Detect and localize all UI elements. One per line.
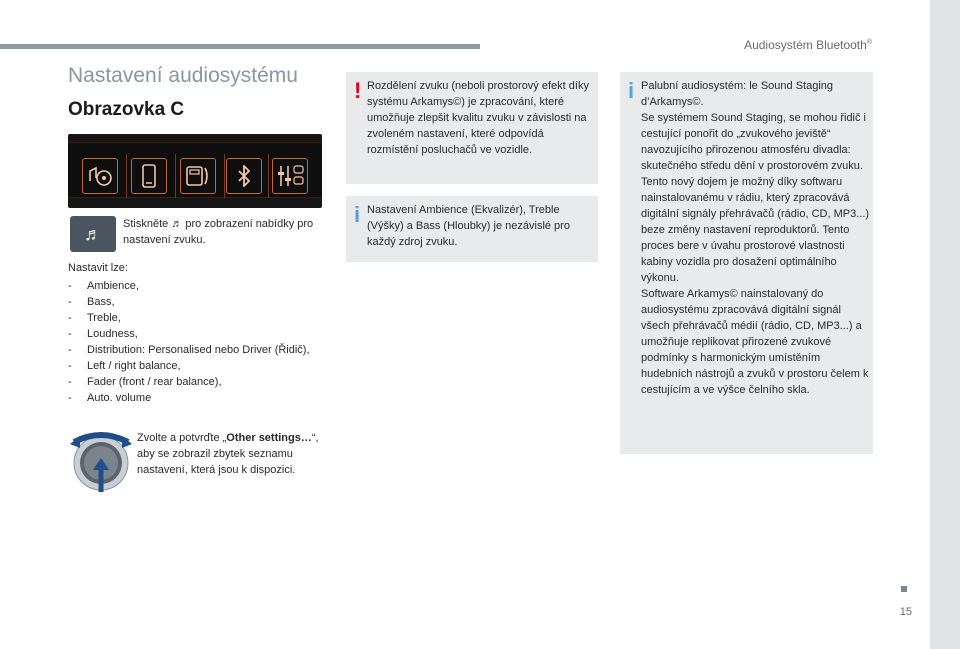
press-instruction: Stiskněte ♬ pro zobrazení nabídky pro nastavení zvuku. xyxy=(123,218,314,246)
header-rule xyxy=(0,44,480,49)
screen-separator xyxy=(175,154,176,198)
info-note-arkamys xyxy=(620,72,873,454)
bluetooth-icon xyxy=(226,158,262,194)
screen-c-illustration xyxy=(68,134,322,208)
music-note-icon: ♬ xyxy=(84,223,102,244)
rotary-knob[interactable] xyxy=(70,430,132,492)
rotary-knob-icon xyxy=(70,430,132,492)
page-edge-strip xyxy=(930,0,960,649)
list-item: - Left / right balance, xyxy=(68,358,328,374)
page-marker xyxy=(901,586,907,592)
info-note-equalizer xyxy=(346,196,598,262)
paragraph: Palubní audiosystém: le Sound Staging d’Arkamys©. xyxy=(641,80,834,108)
section-subtitle: Obrazovka C xyxy=(68,99,185,120)
music-note-icon-inline: ♬ xyxy=(171,218,183,230)
paragraph: Se systémem Sound Staging, se mohou řidič i cestující ponořit do „zvukového jeviště“ navozujícího přirozenou atmosféru divadla: skutečného středu dění v prostorovém zvuku. xyxy=(641,112,867,172)
paragraph: Tento nový dojem je možný díky softwaru nainstalovanému v rádiu, který zpracovává digitální signály přehrávačů (rádio, CD, MP3...) beze změny nastavení reproduktorů. Tento proces bere v úvahu prostorové vlastnosti kabiny vozidla pro dosažení optimálního výkonu. xyxy=(641,176,870,284)
list-item: - Fader (front / rear balance), xyxy=(68,374,328,390)
screen-separator xyxy=(126,154,127,198)
info-icon: i xyxy=(354,202,361,227)
warning-note xyxy=(346,72,598,184)
adjust-options-list xyxy=(68,278,328,406)
section-title: Audiosystém Bluetooth® xyxy=(744,38,872,52)
arkamys-text xyxy=(641,78,870,398)
info-icon: i xyxy=(628,78,635,103)
page-number: 15 xyxy=(899,606,912,618)
screen-separator xyxy=(268,154,269,198)
radio-icon xyxy=(180,158,216,194)
warning-text: Rozdělení zvuku (neboli prostorový efekt díky systému Arkamys©) je zpracování, které umožňuje zlepšit kvalitu zvuku v závislosti na zvoleném nastavení, které odpovídá rozmístění posluchačů ve vozidle. xyxy=(367,80,589,156)
warning-icon: ! xyxy=(354,78,362,103)
phone-icon xyxy=(131,158,167,194)
screen-separator xyxy=(224,154,225,198)
list-item: - Distribution: Personalised nebo Driver (Řidič), xyxy=(68,342,328,358)
list-item: - Treble, xyxy=(68,310,328,326)
music-note-button[interactable] xyxy=(70,216,116,252)
select-instruction: Zvolte a potvrďte „Other settings…“, aby se zobrazil zbytek seznamu nastavení, která jsou k dispozici. xyxy=(137,432,319,476)
list-item: - Ambience, xyxy=(68,278,328,294)
page-title: Nastavení audiosystému xyxy=(68,64,298,87)
equalizer-icon xyxy=(272,158,308,194)
list-item: - Bass, xyxy=(68,294,328,310)
list-item: - Auto. volume xyxy=(68,390,328,406)
info-text: Nastavení Ambience (Ekvalizér), Treble (Výšky) a Bass (Hloubky) je nezávislé pro každý zdroj zvuku. xyxy=(367,204,570,248)
adjust-label: Nastavit lze: xyxy=(68,262,128,274)
audio-settings-icon xyxy=(82,158,118,194)
list-item: - Loudness, xyxy=(68,326,328,342)
paragraph: Software Arkamys© nainstalovaný do audiosystému zpracovává digitální signál všech přehrávačů médií (rádio, CD, MP3...) a umožňuje replikovat přirozené zvukové podmínky s harmonickým umístěním hudebních nástrojů a zvuků v prostoru čelem k cestujícím a ve výšce čelního skla. xyxy=(641,288,869,396)
